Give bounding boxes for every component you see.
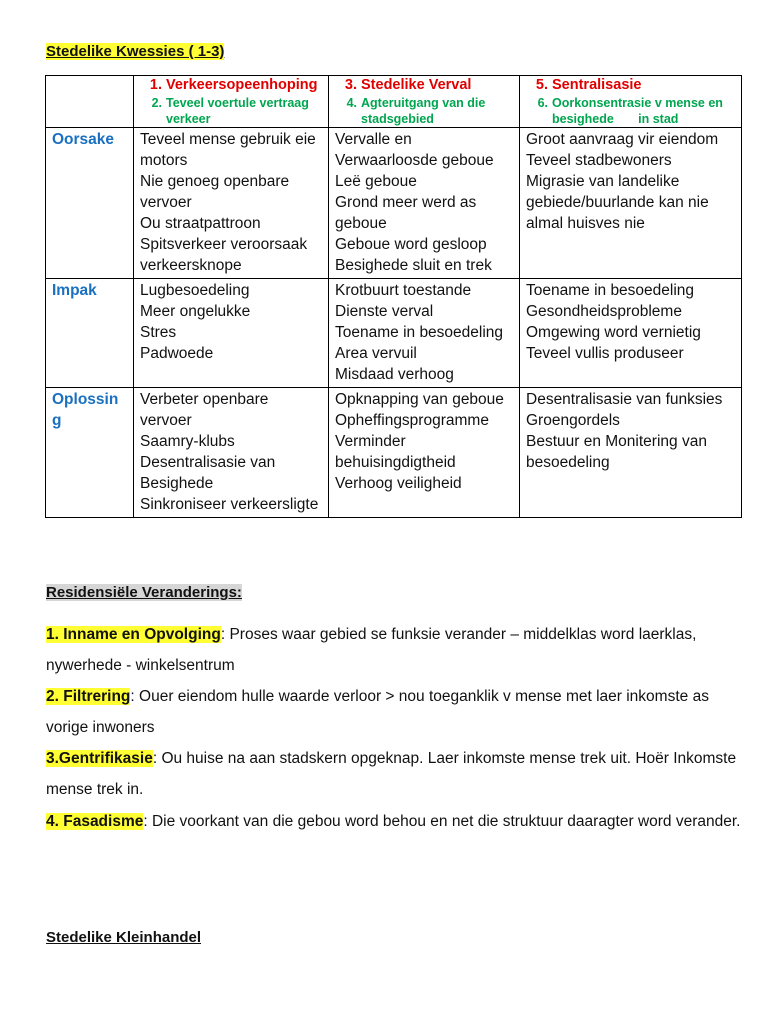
cell-line: Leë geboue bbox=[335, 173, 417, 190]
definition-text: : Ou huise na aan stadskern opgeknap. Laer inkomste mense trek uit. Hoër Inkomste mense trek in. bbox=[46, 750, 737, 798]
table-cell bbox=[134, 128, 329, 279]
cell-line: Bestuur en Monitering van besoedeling bbox=[526, 433, 707, 471]
cell-line: Besighede sluit en trek bbox=[335, 257, 492, 274]
cell-line: Verhoog veiligheid bbox=[335, 475, 462, 492]
header-cell-decay bbox=[329, 76, 520, 128]
definition-text: : Ouer eiendom hulle waarde verloor > nou toeganklik v mense met laer inkomste as vorige inwoners bbox=[46, 688, 709, 736]
cell-line: Lugbesoedeling bbox=[140, 282, 250, 299]
cell-line: Sinkroniseer verkeersligte bbox=[140, 496, 319, 513]
cell-line: Teveel stadbewoners bbox=[526, 152, 672, 169]
cell-line: Ou straatpattroon bbox=[140, 215, 261, 232]
residential-changes-heading: Residensiële Veranderings: bbox=[46, 584, 242, 601]
header-number: 4. bbox=[346, 96, 357, 110]
header-number: 5. bbox=[535, 77, 548, 93]
cell-line: Vervalle en Verwaarloosde geboue bbox=[335, 131, 494, 169]
table-cell bbox=[329, 388, 520, 518]
cell-line: Misdaad verhoog bbox=[335, 366, 454, 383]
cell-line: Groot aanvraag vir eiendom bbox=[526, 131, 719, 148]
definition-term: 1. Inname en Opvolging bbox=[46, 626, 221, 643]
cell-line: Toename in besoedeling bbox=[526, 282, 695, 299]
cell-line: Dienste verval bbox=[335, 303, 434, 320]
header-number: 2. bbox=[151, 96, 162, 110]
table-cell bbox=[329, 128, 520, 279]
definition-term: 3.Gentrifikasie bbox=[46, 750, 153, 767]
urban-issues-table bbox=[45, 75, 742, 518]
table-row-causes bbox=[46, 128, 742, 279]
table-header-row bbox=[46, 76, 742, 128]
header-subtitle: Agteruitgang van die stadsgebied bbox=[361, 96, 486, 126]
cell-line: Groengordels bbox=[526, 412, 620, 429]
cell-line: Desentralisasie van Besighede bbox=[140, 454, 276, 492]
table-cell bbox=[520, 128, 742, 279]
header-number: 6. bbox=[537, 96, 548, 110]
cell-line: Stres bbox=[140, 324, 177, 341]
definition-paragraph bbox=[46, 743, 746, 805]
cell-line: Grond meer werd as geboue bbox=[335, 194, 477, 232]
cell-line: Teveel vullis produseer bbox=[526, 345, 684, 362]
cell-line: Opknapping van geboue bbox=[335, 391, 504, 408]
cell-line: Verbeter openbare vervoer bbox=[140, 391, 269, 429]
cell-line: Area vervuil bbox=[335, 345, 417, 362]
cell-line: Verminder behuisingdigtheid bbox=[335, 433, 456, 471]
header-subtitle: Teveel voertule vertraag verkeer bbox=[166, 96, 309, 126]
definition-paragraph bbox=[46, 619, 746, 681]
table-cell bbox=[520, 388, 742, 518]
cell-line: Saamry-klubs bbox=[140, 433, 235, 450]
header-number: 3. bbox=[344, 77, 357, 93]
header-cell-congestion bbox=[134, 76, 329, 128]
cell-line: Krotbuurt toestande bbox=[335, 282, 472, 299]
row-label: Oplossing bbox=[46, 388, 134, 518]
header-number: 1. bbox=[149, 77, 162, 93]
urban-retail-heading: Stedelike Kleinhandel bbox=[46, 929, 202, 946]
cell-line: Omgewing word vernietig bbox=[526, 324, 701, 341]
cell-line: Meer ongelukke bbox=[140, 303, 251, 320]
table-cell bbox=[329, 279, 520, 388]
cell-line: Migrasie van landelike gebiede/buurlande kan nie almal huisves nie bbox=[526, 173, 709, 232]
table-cell bbox=[134, 388, 329, 518]
cell-line: Nie genoeg openbare vervoer bbox=[140, 173, 290, 211]
row-label: Oorsake bbox=[46, 128, 134, 279]
header-title: Stedelike Verval bbox=[361, 77, 472, 93]
page-title: Stedelike Kwessies ( 1-3) bbox=[46, 43, 225, 60]
cell-line: Teveel mense gebruik eie motors bbox=[140, 131, 316, 169]
table-row-solutions bbox=[46, 388, 742, 518]
header-subtitle: Oorkonsentrasie v mense en besighede in stad bbox=[552, 96, 727, 126]
header-cell-centralisation bbox=[520, 76, 742, 128]
definition-paragraph bbox=[46, 681, 746, 743]
header-title: Sentralisasie bbox=[552, 77, 642, 93]
cell-line: Padwoede bbox=[140, 345, 214, 362]
cell-line: Spitsverkeer veroorsaak verkeersknope bbox=[140, 236, 308, 274]
header-title: Verkeersopeenhoping bbox=[166, 77, 318, 93]
table-row-impact bbox=[46, 279, 742, 388]
header-corner-cell bbox=[46, 76, 134, 128]
table-cell bbox=[520, 279, 742, 388]
definition-text: : Die voorkant van die gebou word behou en net die struktuur daaragter word verander. bbox=[143, 813, 741, 830]
cell-line: Gesondheidsprobleme bbox=[526, 303, 682, 320]
cell-line: Geboue word gesloop bbox=[335, 236, 487, 253]
cell-line: Opheffingsprogramme bbox=[335, 412, 489, 429]
definition-paragraph bbox=[46, 806, 746, 837]
row-label: Impak bbox=[46, 279, 134, 388]
cell-line: Desentralisasie van funksies bbox=[526, 391, 723, 408]
definition-term: 4. Fasadisme bbox=[46, 813, 144, 830]
definition-text: : Proses waar gebied se funksie verander – middelklas word laerklas, nywerhede - winkelsentrum bbox=[46, 626, 697, 674]
cell-line: Toename in besoedeling bbox=[335, 324, 504, 341]
definition-term: 2. Filtrering bbox=[46, 688, 131, 705]
table-cell bbox=[134, 279, 329, 388]
